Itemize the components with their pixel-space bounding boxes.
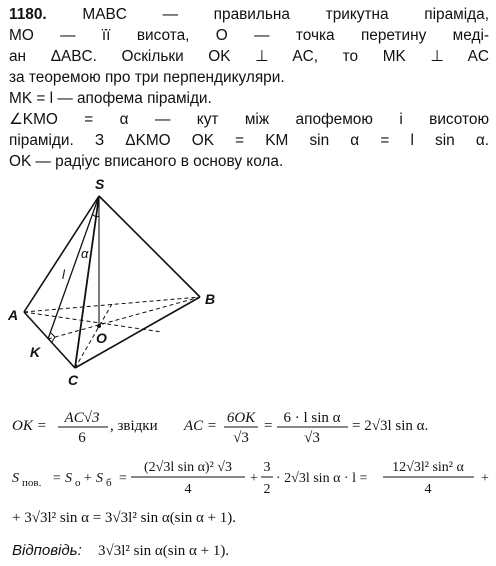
label-A: A	[8, 307, 19, 323]
problem-line-6: ∠KMO = α — кут між апофемою і висотою	[9, 111, 489, 128]
eq1-frac1-num: AC√3	[64, 410, 100, 426]
eq2-sub-o: o	[75, 477, 81, 489]
label-O: O	[96, 330, 107, 346]
answer-value: 3√3l² sin α(sin α + 1).	[98, 543, 230, 559]
eq1-frac3-den: √3	[304, 430, 320, 446]
label-alpha: α	[81, 246, 89, 261]
problem-line-7: піраміди. З ΔKMO OK = KM sin α = l sin α.	[9, 132, 489, 149]
eq2-s: S	[12, 471, 19, 486]
label-S: S	[95, 176, 105, 192]
eq2-mid: · 2√3l sin α · l =	[276, 471, 368, 486]
eq1-result: = 2√3l sin α.	[352, 418, 429, 434]
eq2-sub-b: б	[106, 477, 112, 489]
eq1-eq-sign: =	[264, 418, 273, 434]
eq1-frac2-num: 6OK	[226, 410, 256, 426]
problem-line-3: ан ΔABC. Оскільки OK ⊥ AC, то MK ⊥ AC	[9, 48, 489, 65]
problem-line-4: за теоремою про три перпендикуляри.	[9, 69, 285, 86]
equation-3: + 3√3l² sin α = 3√3l² sin α(sin α + 1).	[12, 510, 237, 526]
eq1-ac: AC =	[184, 418, 218, 434]
eq1-frac1-den: 6	[78, 430, 86, 446]
eq2-frac2-den: 2	[263, 482, 271, 497]
eq1-frac3-num: 6 · l sin α	[283, 410, 341, 426]
eq1-lhs: OK =	[12, 418, 47, 434]
eq1-frac2-den: √3	[233, 430, 249, 446]
problem-number: 1180.	[9, 6, 47, 23]
label-l: l	[62, 267, 65, 282]
eq2-frac3-num: 12√3l² sin² α	[392, 460, 464, 475]
eq2-frac1-num: (2√3l sin α)² √3	[144, 460, 232, 475]
eq1-word: , звідки	[110, 418, 158, 434]
problem-line-1-text: MABC — правильна трикутна піраміда,	[82, 6, 489, 23]
problem-line-2: MO — її висота, O — точка перетину меді-	[9, 27, 489, 44]
problem-line-5: MK = l — апофема піраміди.	[9, 90, 212, 107]
equation-2	[12, 460, 489, 497]
eq2-s-sub: пов.	[22, 477, 42, 489]
label-B: B	[205, 291, 216, 307]
eq2-plus: + S	[83, 471, 103, 486]
eq2-frac2-num: 3	[263, 460, 271, 475]
eq2-eq-a: = S	[52, 471, 72, 486]
label-C: C	[68, 372, 79, 388]
eq2-frac1-den: 4	[184, 482, 192, 497]
eq2-eq-b: =	[119, 471, 127, 486]
label-K: K	[30, 344, 41, 360]
eq2-tail: +	[481, 471, 489, 486]
eq2-plus2: +	[250, 471, 258, 486]
problem-line-8: OK — радіус вписаного в основу кола.	[9, 153, 284, 170]
answer-label: Відповідь:	[12, 542, 82, 559]
equation-1	[12, 410, 428, 446]
eq2-frac3-den: 4	[424, 482, 432, 497]
